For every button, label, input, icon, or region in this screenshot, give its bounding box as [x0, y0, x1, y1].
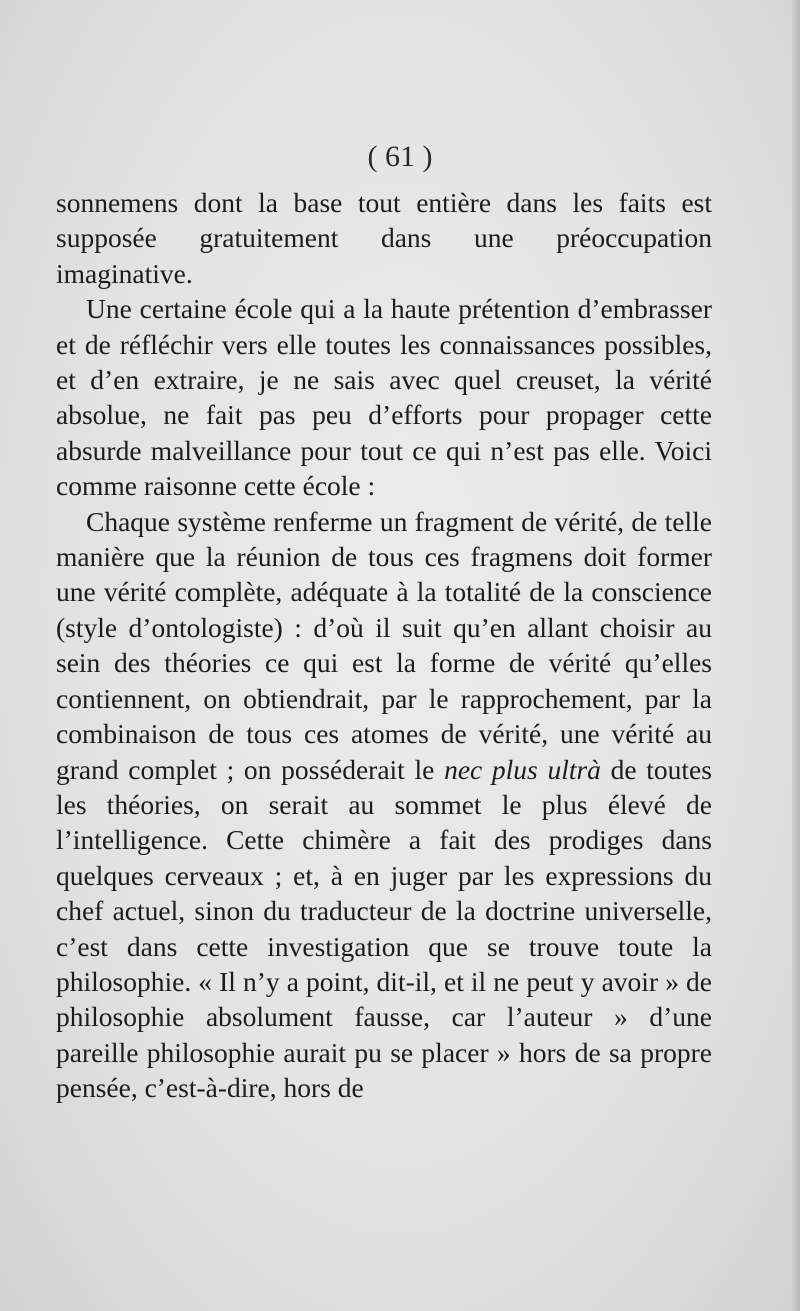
page-edge-shadow: [792, 0, 800, 1311]
page-number: ( 61 ): [367, 140, 433, 173]
latin-phrase: nec plus ultrà: [444, 753, 601, 785]
paragraph-1: sonnemens dont la base tout entière dans les faits est supposée gratuitement dans une préoccupation imaginative.: [56, 187, 712, 289]
paragraph-2: Une certaine école qui a la haute prétention d’embrasser et de réfléchir vers elle toutes les connaissances possibles, et d’en extraire, je ne sais avec quel creuset, la vérité absolue, ne fait pas peu d’efforts pour propager cette absurde malveillance pour tout ce qui n’est pas elle. Voici comme raisonne cette école :: [56, 293, 712, 502]
paragraph-3-part-2: de toutes les théories, on serait au sommet le plus élevé de l’intelligence. Cette chimère a fait des prodiges dans quelques cerveaux ; et, à en juger par les expressions du chef actuel, sinon du traducteur de la doctrine universelle, c’est dans cette investigation que se trouve toute la philosophie. « Il n’y a point, dit-il, et il ne peut y avoir » de philosophie absolument fausse, car l’auteur » d’une pareille philosophie aurait pu se placer » hors de sa propre pensée, c’est-à-dire, hors de: [56, 753, 712, 1104]
body-text: [56, 185, 712, 1106]
paragraph-3-part-1: Chaque système renferme un fragment de vérité, de telle manière que la réunion de tous ces fragmens doit former une vérité complète, adéquate à la totalité de la conscience (style d’ontologiste) : d’où il suit qu’en allant choisir au sein des théories ce qui est la forme de vérité qu’elles contiennent, on obtiendrait, par le rapprochement, par la combinaison de tous ces atomes de vérité, une vérité au grand complet ; on posséderait le: [56, 505, 712, 785]
paragraph-3: [56, 504, 712, 1106]
